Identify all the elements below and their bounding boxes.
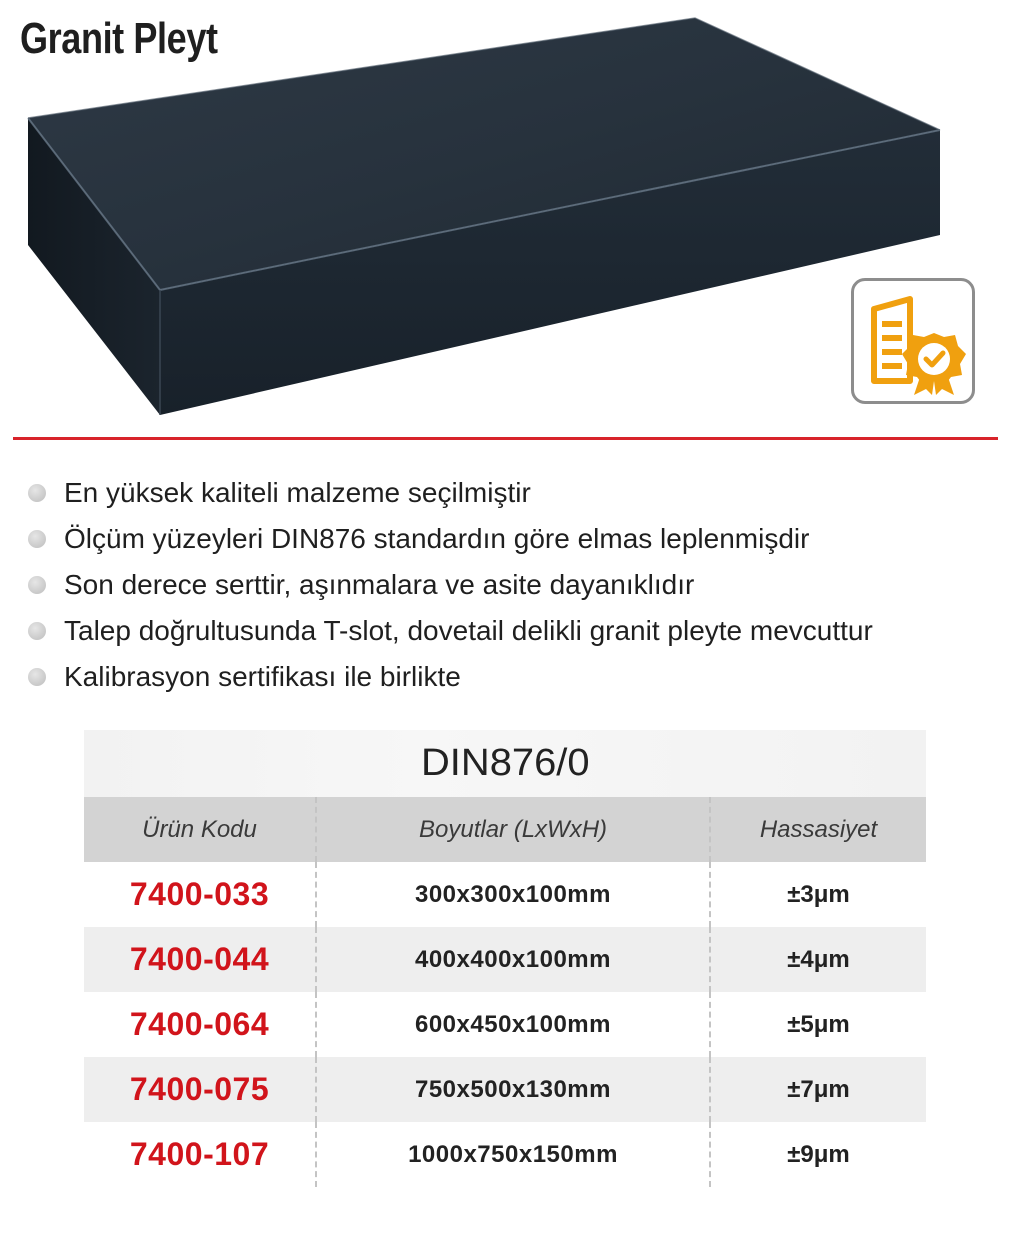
product-code: 7400-044 — [129, 941, 270, 977]
feature-text: Son derece serttir, aşınmalara ve asite dayanıklıdır — [64, 569, 695, 600]
dimensions: 300x300x100mm — [414, 880, 611, 908]
precision: ±4μm — [787, 945, 850, 973]
header-product-code: Ürün Kodu — [84, 797, 317, 862]
section-divider — [13, 437, 998, 440]
bullet-icon — [28, 484, 46, 502]
header-precision: Hassasiyet — [759, 815, 878, 843]
feature-text: Ölçüm yüzeyleri DIN876 standardın göre elmas leplenmişdir — [64, 523, 810, 554]
product-code: 7400-064 — [129, 1006, 270, 1042]
table-row — [84, 927, 926, 992]
spec-table — [84, 730, 926, 1185]
dimensions: 1000x750x150mm — [408, 1140, 618, 1168]
product-code: 7400-107 — [129, 1136, 270, 1172]
product-code: 7400-033 — [129, 876, 270, 912]
precision: ±5μm — [787, 1010, 850, 1038]
feature-text: En yüksek kaliteli malzeme seçilmiştir — [64, 477, 531, 508]
precision: ±3μm — [787, 880, 850, 908]
table-row — [84, 1122, 926, 1187]
table-header-row — [84, 797, 926, 862]
header-dimensions: Boyutlar (LxWxH) — [317, 797, 711, 862]
bullet-icon — [28, 668, 46, 686]
product-code: 7400-075 — [129, 1071, 270, 1107]
feature-item — [26, 654, 873, 700]
page-title: Granit Pleyt — [20, 14, 218, 63]
table-row — [84, 862, 926, 927]
precision: ±9μm — [787, 1140, 850, 1168]
table-row — [84, 1057, 926, 1122]
table-title: DIN876/0 — [84, 730, 926, 797]
feature-text: Talep doğrultusunda T-slot, dovetail delikli granit pleyte mevcuttur — [64, 615, 873, 646]
bullet-icon — [28, 622, 46, 640]
bullet-icon — [28, 576, 46, 594]
precision: ±7μm — [787, 1075, 850, 1103]
feature-item — [26, 562, 873, 608]
dimensions: 750x500x130mm — [414, 1075, 611, 1103]
table-row — [84, 992, 926, 1057]
dimensions: 400x400x100mm — [414, 945, 611, 973]
feature-list — [26, 470, 873, 700]
certificate-icon — [860, 289, 968, 395]
feature-item — [26, 516, 873, 562]
certificate-badge — [851, 278, 975, 404]
feature-item — [26, 470, 873, 516]
bullet-icon — [28, 530, 46, 548]
feature-text: Kalibrasyon sertifikası ile birlikte — [64, 661, 461, 692]
feature-item — [26, 608, 873, 654]
dimensions: 600x450x100mm — [414, 1010, 611, 1038]
